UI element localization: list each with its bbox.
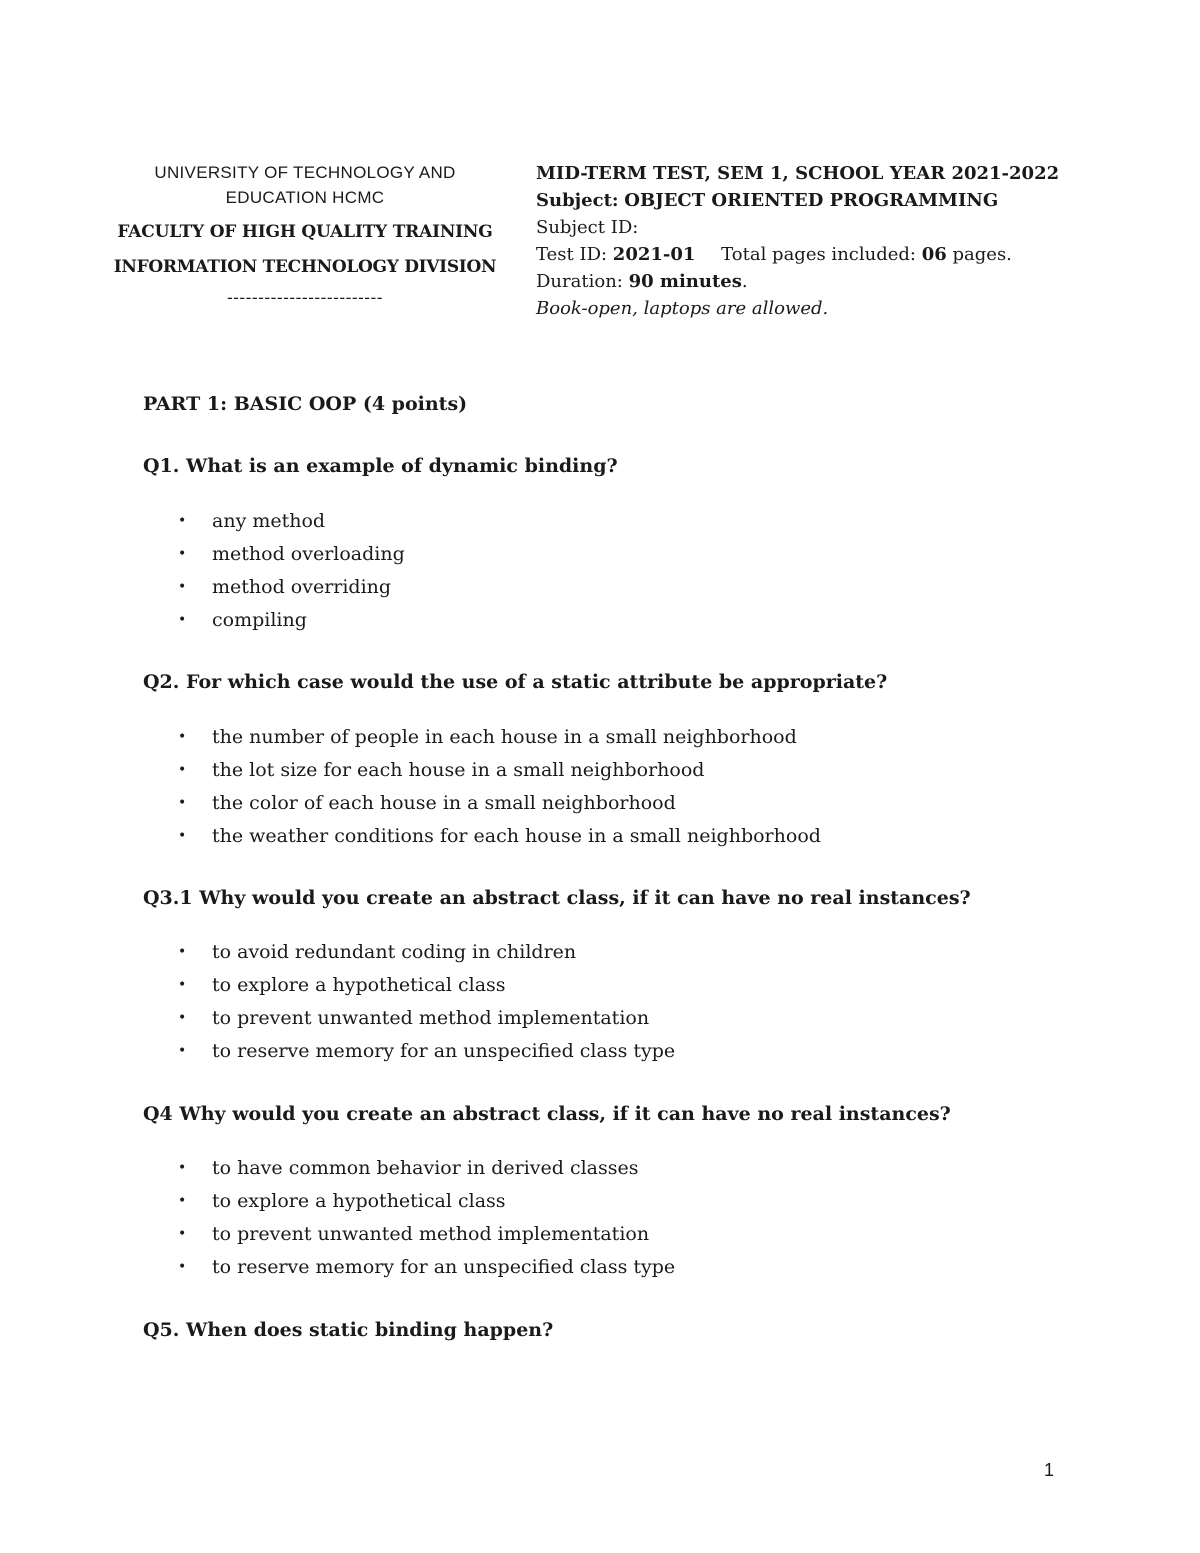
list-item: • the color of each house in a small neighborhood [178,787,821,820]
test-title: MID-TERM TEST, SEM 1, SCHOOL YEAR 2021-2022 [536,163,1060,184]
subject-id-line: Subject ID: [536,217,639,238]
exam-note: Book-open, laptops are allowed. [536,298,829,319]
bullet-icon: • [178,546,187,562]
total-pages-label: Total pages included: [721,244,916,265]
bullet-icon: • [178,828,187,844]
bullet-icon: • [178,762,187,778]
list-item: • method overloading [178,538,405,571]
subject-label: Subject: [536,190,619,211]
bullet-icon: • [178,729,187,745]
bullet-icon: • [178,944,187,960]
list-item: • to avoid redundant coding in children [178,936,675,969]
question-5-title: Q5. When does static binding happen? [143,1319,554,1341]
duration-line [536,268,1096,295]
test-id-value: 2021-01 [612,244,696,265]
bullet-icon: • [178,513,187,529]
list-item: • to prevent unwanted method implementation [178,1002,675,1035]
bullet-icon: • [178,579,187,595]
question-4-options [178,1152,675,1284]
duration-end: . [741,271,748,292]
question-3-options [178,936,675,1068]
list-item: • any method [178,505,405,538]
list-item: • to prevent unwanted method implementation [178,1218,675,1251]
part1-title: PART 1: BASIC OOP (4 points) [143,393,468,415]
bullet-icon: • [178,795,187,811]
question-2-options [178,721,821,853]
question-2-title: Q2. For which case would the use of a static attribute be appropriate? [143,671,888,693]
header-divider: ------------------------- [226,288,384,308]
bullet-icon: • [178,1010,187,1026]
bullet-icon: • [178,1193,187,1209]
question-4-title: Q4 Why would you create an abstract class, if it can have no real instances? [143,1103,951,1125]
list-item: • to reserve memory for an unspecified class type [178,1035,675,1068]
question-3-title: Q3.1 Why would you create an abstract class, if it can have no real instances? [143,887,971,909]
header-test-info [536,160,1096,322]
list-item: • the number of people in each house in a small neighborhood [178,721,821,754]
bullet-icon: • [178,612,187,628]
list-item: • the weather conditions for each house in a small neighborhood [178,820,821,853]
list-item: • to explore a hypothetical class [178,969,675,1002]
faculty-name: FACULTY OF HIGH QUALITY TRAINING [117,222,493,242]
bullet-icon: • [178,1160,187,1176]
subject-line [536,187,1096,214]
header-institution [105,160,505,308]
question-1-options [178,505,405,637]
division-name: INFORMATION TECHNOLOGY DIVISION [113,257,497,277]
page-number: 1 [1044,1460,1055,1480]
duration-label: Duration: [536,271,623,292]
university-name-line1: UNIVERSITY OF TECHNOLOGY AND [154,163,456,182]
total-pages-unit: pages. [952,244,1012,265]
list-item: • to reserve memory for an unspecified class type [178,1251,675,1284]
list-item: • method overriding [178,571,405,604]
test-id-line [536,241,1096,268]
list-item: • compiling [178,604,405,637]
test-id-label: Test ID: [536,244,608,265]
list-item: • to have common behavior in derived classes [178,1152,675,1185]
duration-value: 90 minutes [628,271,742,292]
subject-value: OBJECT ORIENTED PROGRAMMING [624,190,999,211]
total-pages-value: 06 [921,244,947,265]
list-item: • the lot size for each house in a small neighborhood [178,754,821,787]
bullet-icon: • [178,977,187,993]
bullet-icon: • [178,1259,187,1275]
bullet-icon: • [178,1226,187,1242]
bullet-icon: • [178,1043,187,1059]
list-item: • to explore a hypothetical class [178,1185,675,1218]
question-1-title: Q1. What is an example of dynamic binding? [143,455,618,477]
university-name-line2: EDUCATION HCMC [225,188,385,207]
